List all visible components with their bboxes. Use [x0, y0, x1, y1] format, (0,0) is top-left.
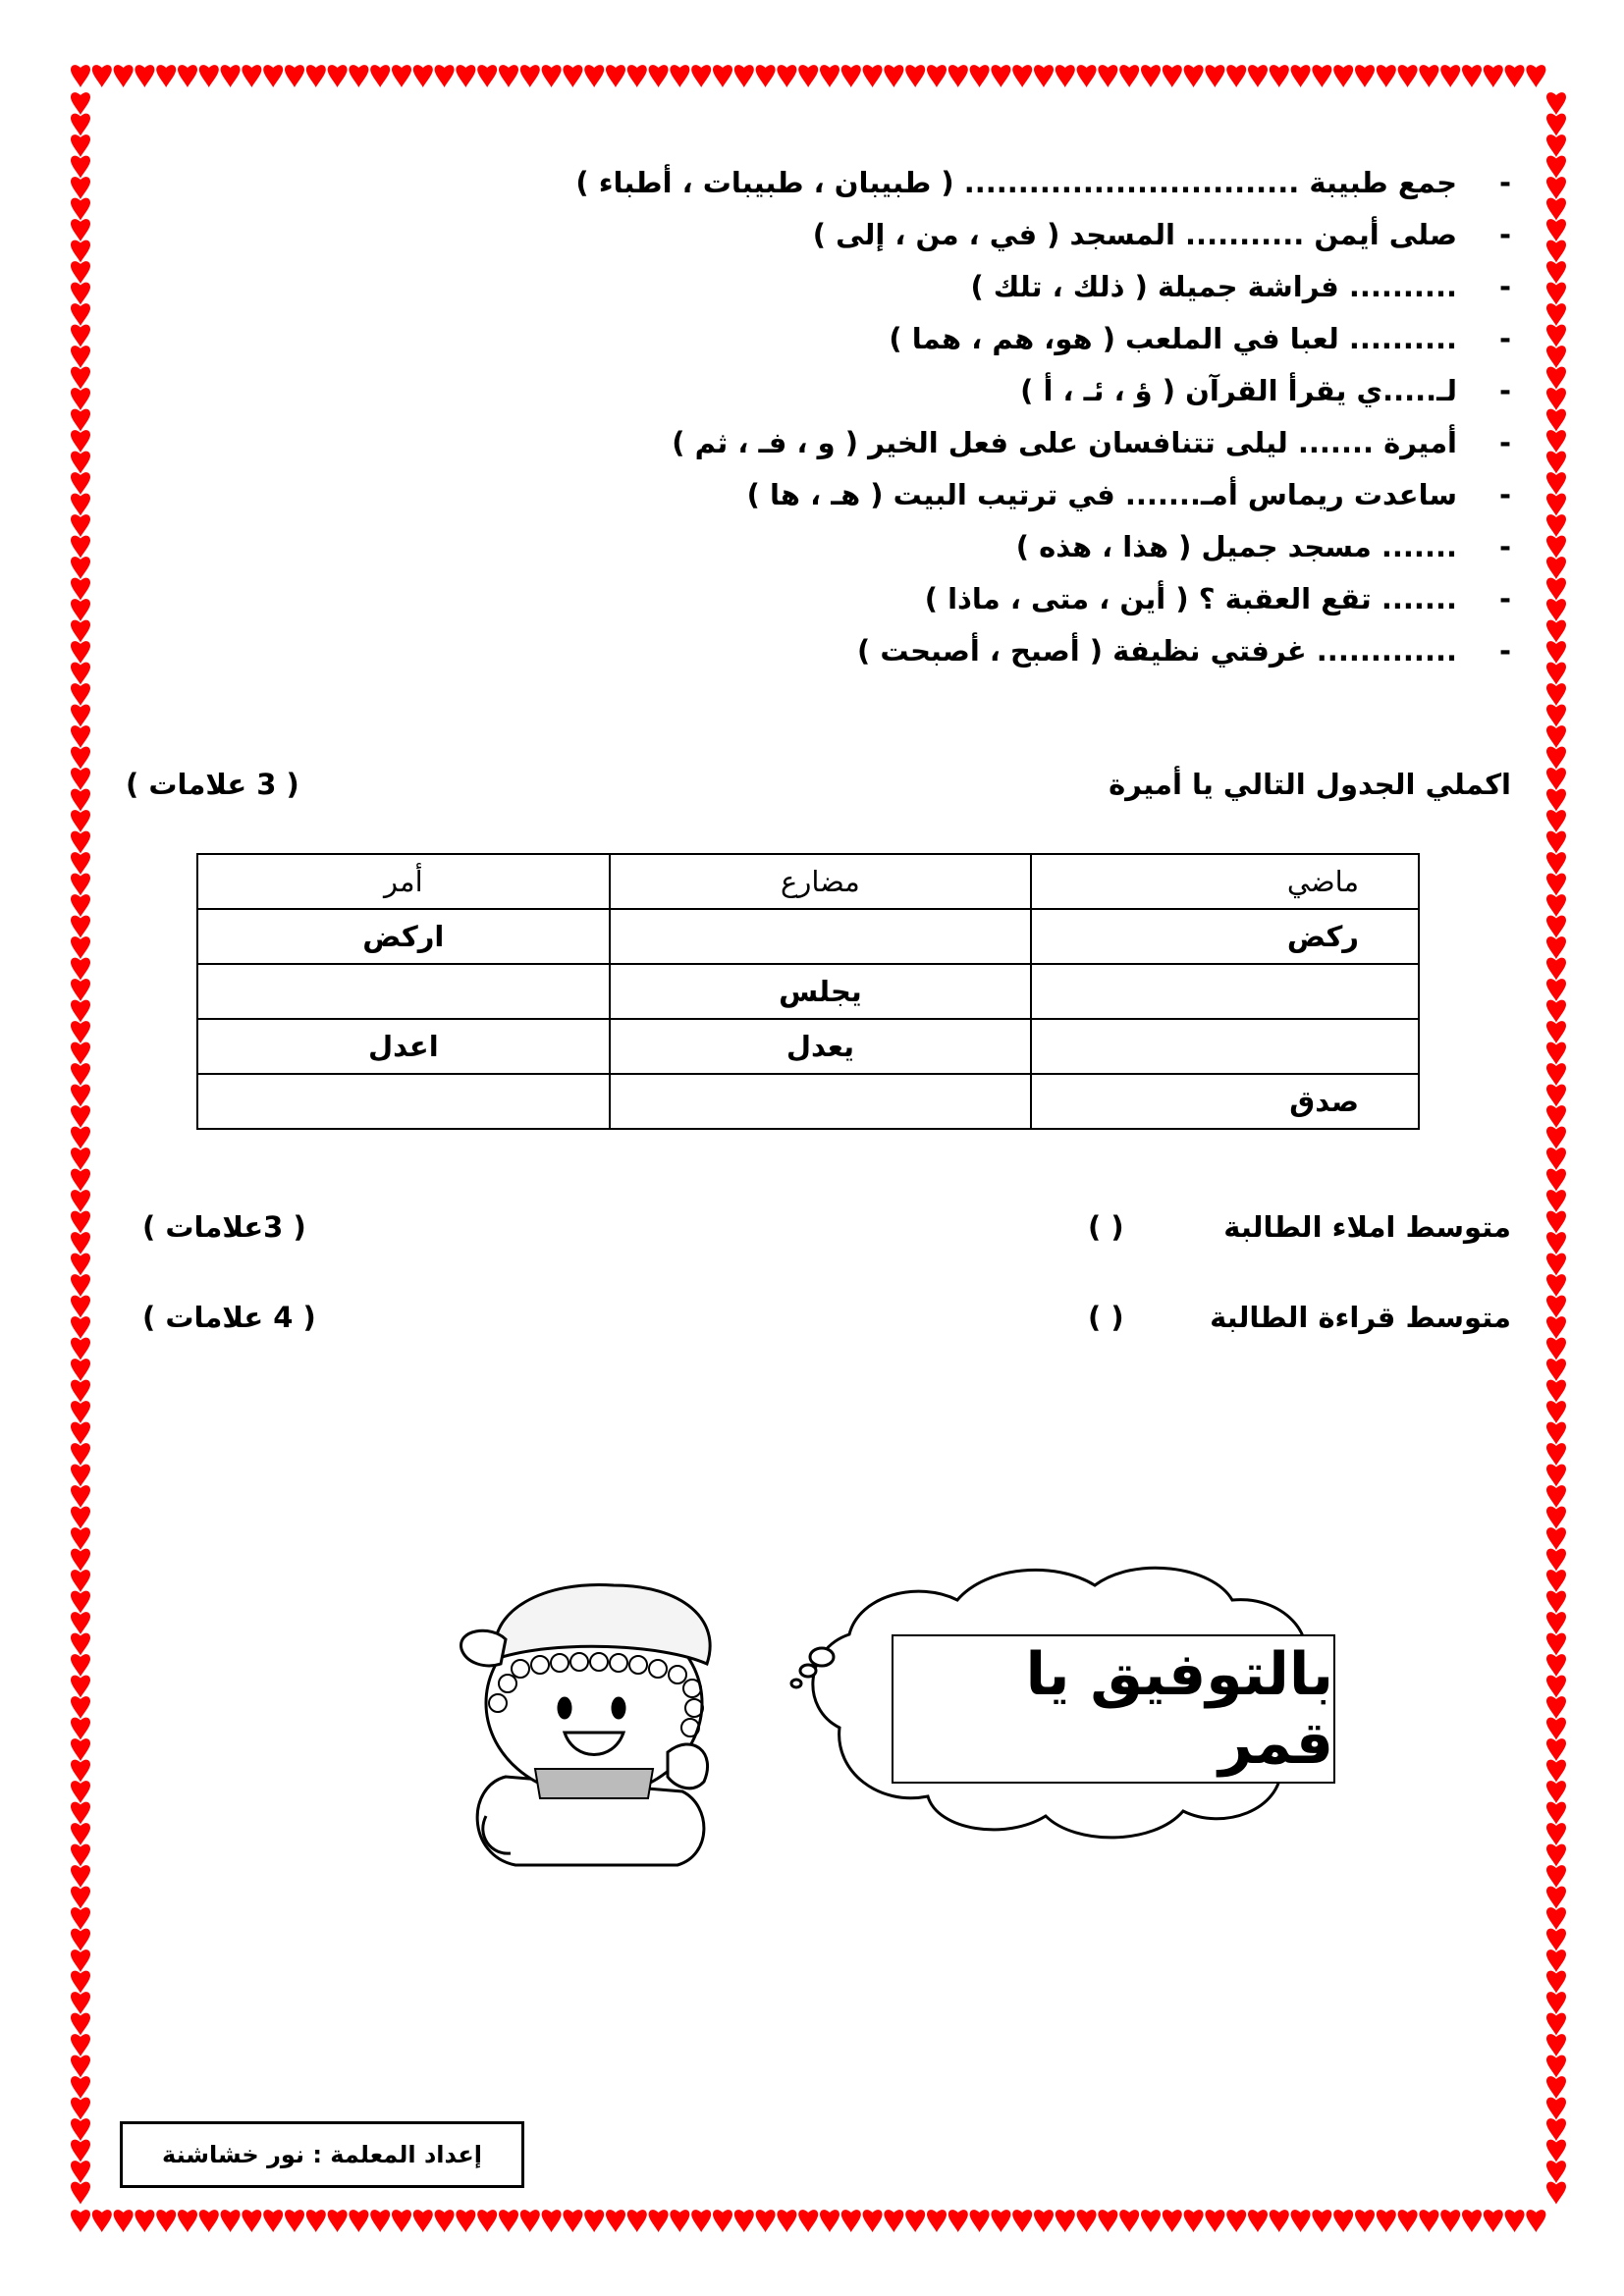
question-text[interactable]: .......... لعبا في الملعب ( هو، هم ، هما ) [889, 322, 1457, 355]
table-row [197, 1074, 1419, 1129]
verb-table [196, 853, 1420, 1130]
question-dash: - [1498, 530, 1511, 563]
table-cell[interactable]: ركض [1031, 909, 1419, 964]
table-cell[interactable] [197, 1074, 610, 1129]
table-cell[interactable]: صدق [1031, 1074, 1419, 1129]
table-section-title: اكملي الجدول التالي يا أميرة [1109, 768, 1511, 801]
dictation-average-blank[interactable]: ( ) [1088, 1210, 1124, 1244]
table-cell[interactable]: اركض [197, 909, 610, 964]
table-row [197, 964, 1419, 1019]
reading-average-blank[interactable]: ( ) [1088, 1301, 1124, 1334]
table-cell[interactable]: اعدل [197, 1019, 610, 1074]
question-text[interactable]: لـ.....ي يقرأ القرآن ( ؤ ، ئـ ، أ ) [1020, 374, 1457, 407]
table-cell[interactable]: يعدل [610, 1019, 1032, 1074]
question-dash: - [1498, 166, 1511, 199]
question-item [136, 573, 1511, 625]
question-text[interactable]: ساعدت ريماس أمـ....... في ترتيب البيت ( هـ ، ها ) [746, 478, 1457, 511]
question-dash: - [1498, 478, 1511, 511]
question-item [136, 313, 1511, 365]
header-present: مضارع [610, 854, 1032, 909]
question-dash: - [1498, 426, 1511, 459]
header-past: ماضي [1031, 854, 1419, 909]
table-cell[interactable] [1031, 1019, 1419, 1074]
question-text[interactable]: أميرة ....... ليلى تتنافسان على فعل الخير ( و ، فـ ، ثم ) [672, 426, 1457, 459]
reading-marks: ( 4 علامات ) [142, 1301, 316, 1334]
dictation-marks: ( 3علامات ) [142, 1210, 306, 1244]
question-item [136, 157, 1511, 209]
question-text[interactable]: ............. غرفتي نظيفة ( أصبح ، أصبحت ) [857, 634, 1457, 667]
table-cell[interactable] [197, 964, 610, 1019]
table-cell[interactable] [610, 1074, 1032, 1129]
kid-figure [461, 1584, 711, 1865]
question-dash: - [1498, 270, 1511, 303]
question-text[interactable]: ....... مسجد جميل ( هذا ، هذه ) [1015, 530, 1457, 563]
encouragement-box: بالتوفيق يا قمر [892, 1634, 1335, 1784]
question-item [136, 209, 1511, 261]
question-item [136, 625, 1511, 677]
table-row [197, 909, 1419, 964]
table-row [197, 1019, 1419, 1074]
fill-in-questions [136, 157, 1511, 677]
question-text[interactable]: ....... تقع العقبة ؟ ( أين ، متى ، ماذا ) [924, 582, 1457, 615]
question-item [136, 261, 1511, 313]
dictation-average-label: متوسط املاء الطالبة [1223, 1210, 1511, 1244]
question-dash: - [1498, 374, 1511, 407]
question-dash: - [1498, 582, 1511, 615]
table-header-row [197, 854, 1419, 909]
question-item [136, 417, 1511, 469]
question-dash: - [1498, 218, 1511, 251]
header-imperative: أمر [197, 854, 610, 909]
table-section-marks: ( 3 علامات ) [126, 768, 299, 801]
table-cell[interactable] [1031, 964, 1419, 1019]
table-cell[interactable] [610, 909, 1032, 964]
question-text[interactable]: .......... فراشة جميلة ( ذلك ، تلك ) [970, 270, 1457, 303]
table-cell[interactable]: يجلس [610, 964, 1032, 1019]
question-item [136, 521, 1511, 573]
question-item [136, 365, 1511, 417]
teacher-credit: إعداد المعلمة : نور خشاشنة [120, 2121, 524, 2188]
question-text[interactable]: جمع طبيبة ............................... ( طبيبان ، طبيبات ، أطباء ) [575, 166, 1457, 199]
question-text[interactable]: صلى أيمن ........... المسجد ( في ، من ، إلى ) [812, 218, 1457, 251]
question-item [136, 469, 1511, 521]
question-dash: - [1498, 634, 1511, 667]
reading-average-label: متوسط قراءة الطالبة [1210, 1301, 1511, 1334]
question-dash: - [1498, 322, 1511, 355]
